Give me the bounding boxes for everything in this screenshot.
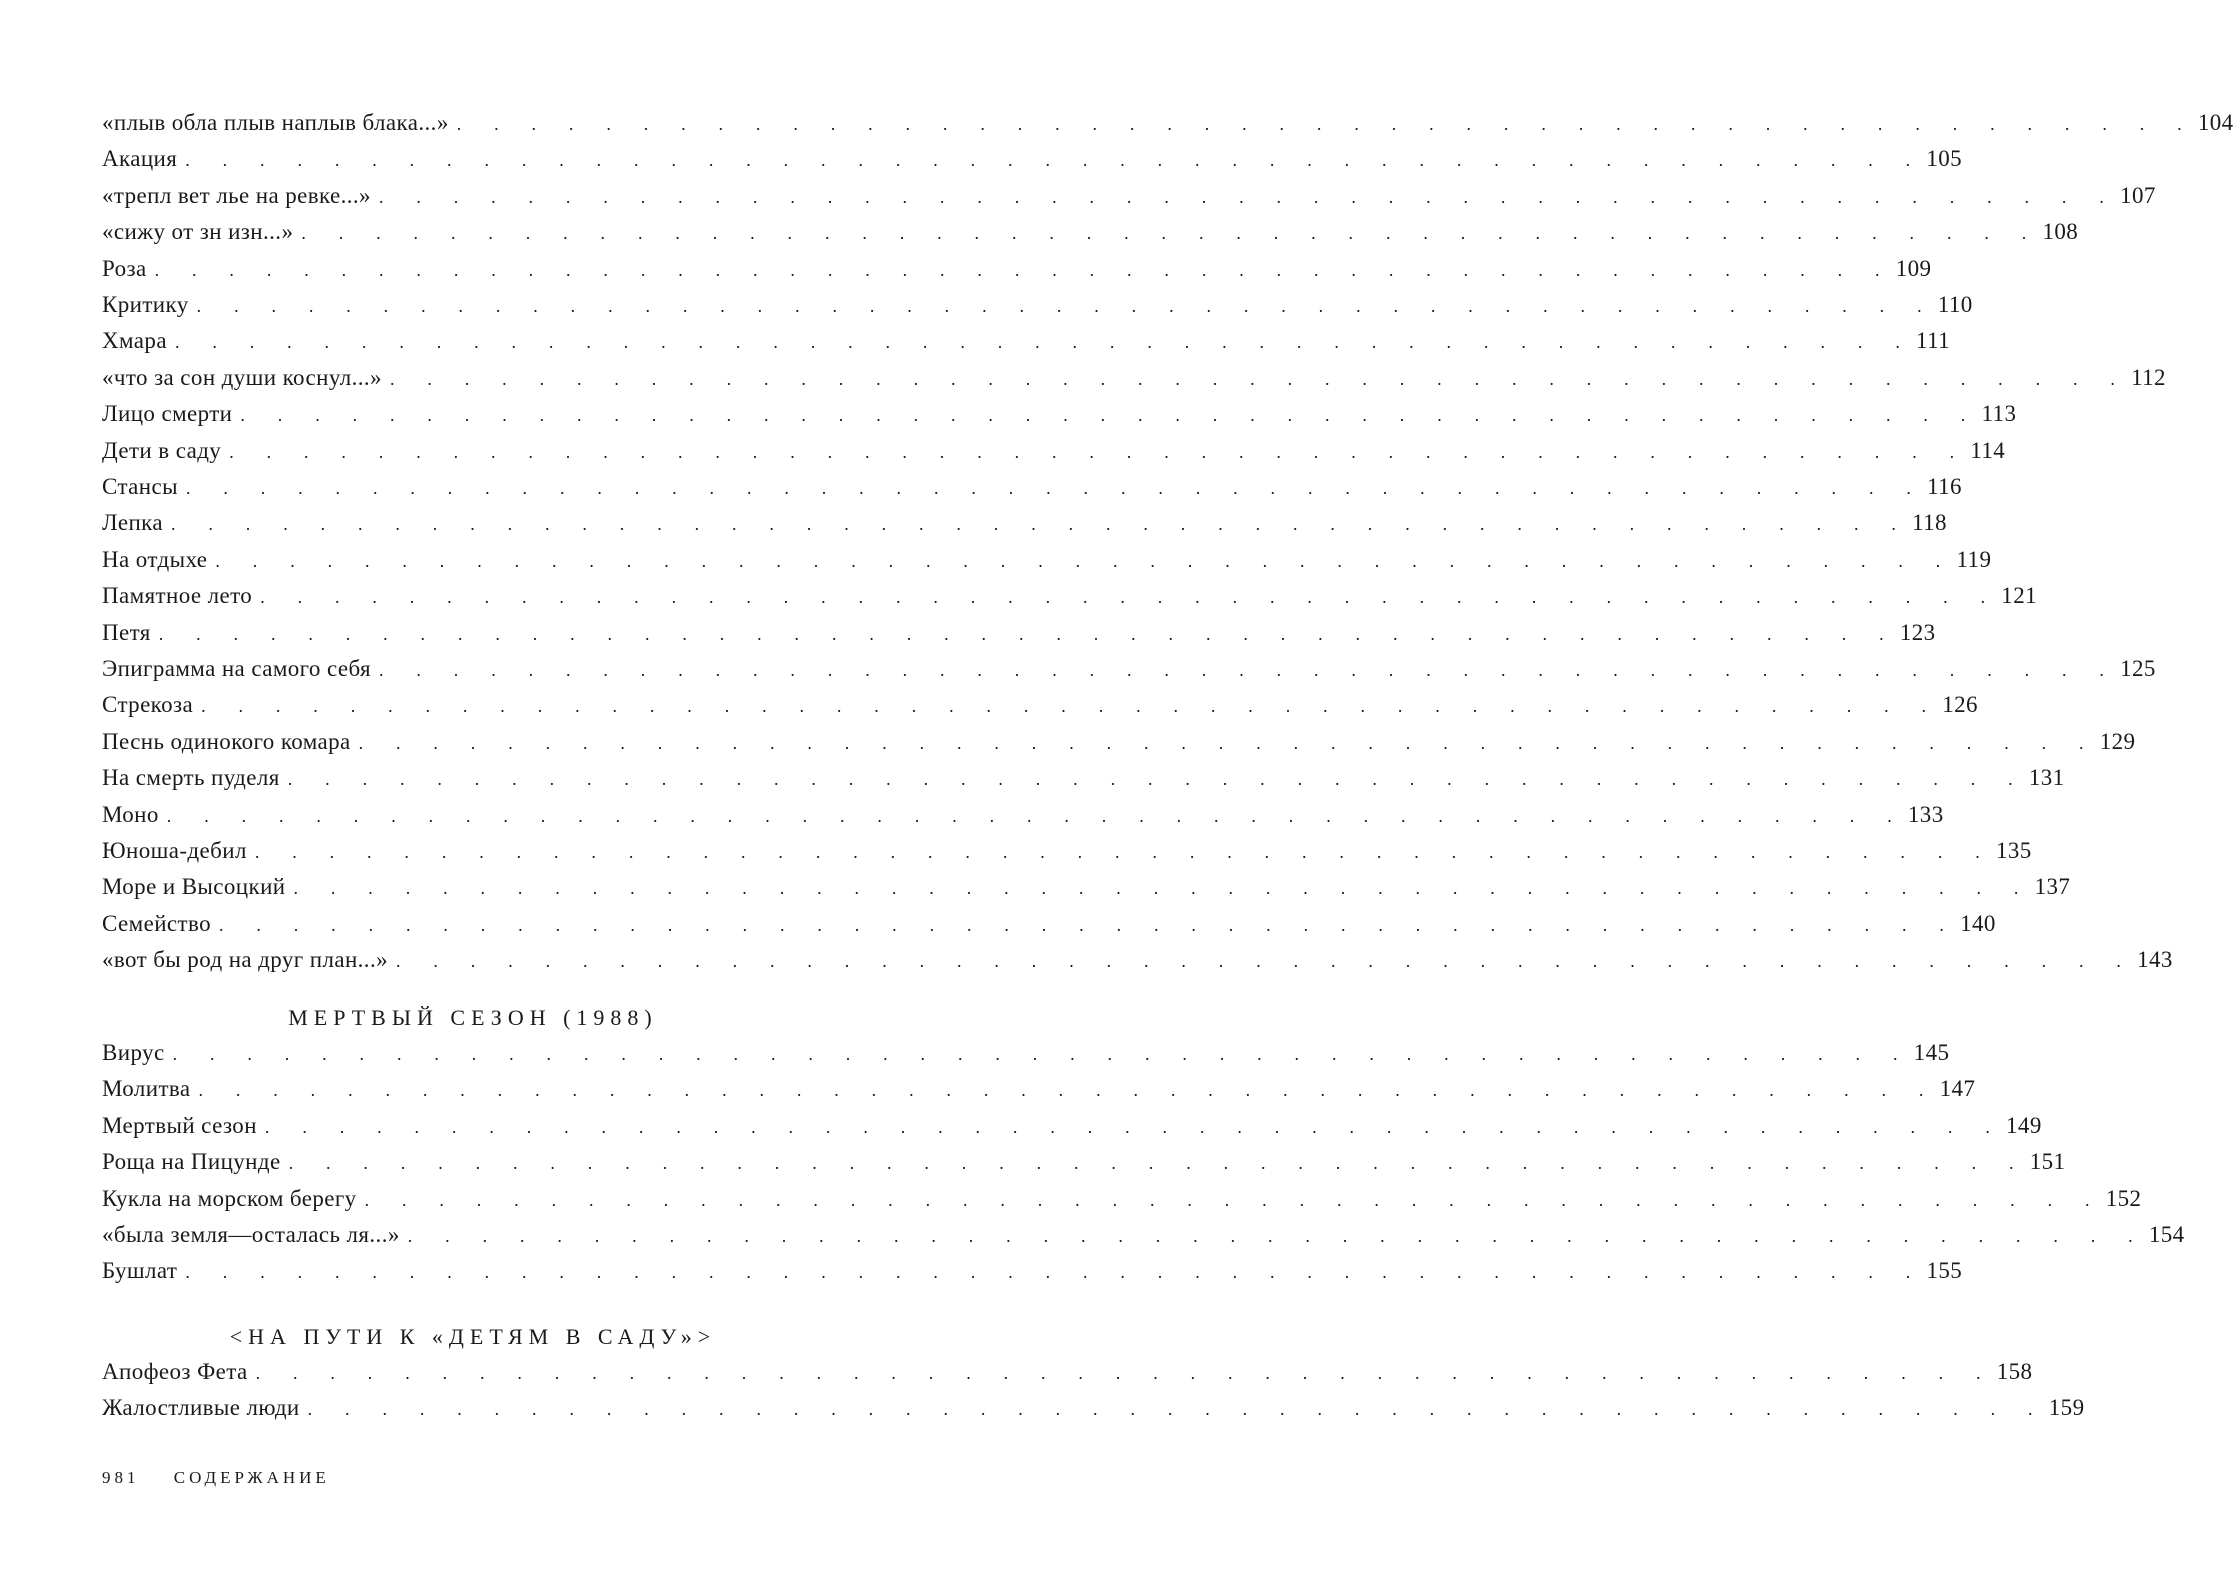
toc-entry-title: Море и Высоцкий <box>102 870 290 904</box>
toc-entry <box>102 543 1992 577</box>
toc-entry <box>102 1391 2085 1425</box>
toc-entry-title: Апофеоз Фета <box>102 1355 252 1389</box>
toc-entry <box>102 1218 2185 1252</box>
toc-entry-page: 111 <box>1916 328 1951 354</box>
toc-entry-title: Песнь одинокого комара <box>102 725 355 759</box>
dot-leader: . . . . . . . . . . . . . . . . . . . . . . . . . . . . . . . . . . . . . . . . . . . . . . . <box>201 696 1941 717</box>
toc-entry <box>102 215 2079 249</box>
dot-leader: . . . . . . . . . . . . . . . . . . . . . . . . . . . . . . . . . . . . . . . . . . . . . . . <box>171 514 1911 535</box>
toc-entry <box>102 506 1947 540</box>
toc-entry-page: 105 <box>1926 146 1963 172</box>
dot-leader: . . . . . . . . . . . . . . . . . . . . . . . . . . . . . . . . . . . . . . . . . . . . . . . <box>364 1189 2104 1210</box>
toc-entry-page: 159 <box>2048 1395 2085 1421</box>
toc-entry-page: 137 <box>2034 874 2071 900</box>
dot-leader: . . . . . . . . . . . . . . . . . . . . . . . . . . . . . . . . . . . . . . . . . . . . . . . <box>378 186 2119 207</box>
toc-entry-page: 104 <box>2197 110 2234 135</box>
toc-entry <box>102 1355 2033 1389</box>
toc-entry-page: 113 <box>1981 401 2017 427</box>
dot-leader: . . . . . . . . . . . . . . . . . . . . . . . . . . . . . . . . . . . . . . . . . . . . . . . <box>196 296 1936 316</box>
dot-leader: . . . . . . . . . . . . . . . . . . . . . . . . . . . . . . . . . . . . . . . . . . . . . . . <box>456 114 2196 134</box>
section-heading-dead-season: МЕРТВЫЙ СЕЗОН (1988) <box>288 1005 658 1030</box>
toc-entry <box>102 652 2156 686</box>
toc-entry-page: 135 <box>1995 838 2032 863</box>
toc-entry-page: 152 <box>2105 1185 2142 1211</box>
toc-entry-title: «плыв обла плыв наплыв блака...» <box>102 106 453 140</box>
toc-entry-title: Моно <box>102 798 163 832</box>
dot-leader: . . . . . . . . . . . . . . . . . . . . . . . . . . . . . . . . . . . . . . . . . . . . . . . <box>379 660 2119 680</box>
page-number: 981 <box>102 1468 140 1487</box>
toc-entry <box>102 1145 2066 1179</box>
toc-entry <box>102 870 2071 904</box>
dot-leader: . . . . . . . . . . . . . . . . . . . . . . . . . . . . . . . . . . . . . . . . . . . . . . . <box>154 259 1894 280</box>
toc-entry <box>102 1072 1976 1106</box>
toc-entry <box>102 397 2017 431</box>
toc-entry-title: Лицо смерти <box>102 397 236 431</box>
dot-leader: . . . . . . . . . . . . . . . . . . . . . . . . . . . . . . . . . . . . . . . . . . . . . . . <box>215 550 1955 571</box>
toc-entry-page: 129 <box>2099 728 2136 754</box>
toc-entry-title: Лепка <box>102 506 167 540</box>
toc-entry-page: 154 <box>2148 1222 2185 1247</box>
dot-leader: . . . . . . . . . . . . . . . . . . . . . . . . . . . . . . . . . . . . . . . . . . . . . . . <box>307 1399 2047 1420</box>
toc-entry <box>102 616 1936 650</box>
toc-entry-title: Юноша-дебил <box>102 834 251 868</box>
dot-leader: . . . . . . . . . . . . . . . . . . . . . . . . . . . . . . . . . . . . . . . . . . . . . . . <box>158 623 1898 644</box>
toc-entry-title: Эпиграмма на самого себя <box>102 652 375 686</box>
dot-leader: . . . . . . . . . . . . . . . . . . . . . . . . . . . . . . . . . . . . . . . . . . . . . . . <box>198 1080 1938 1101</box>
toc-entry-title: Роза <box>102 252 151 286</box>
toc-entry-page: 114 <box>1970 437 2006 463</box>
toc-entry <box>102 579 2037 613</box>
toc-entry-title: «сижу от зн изн...» <box>102 215 297 249</box>
toc-entry-title: Мертвый сезон <box>102 1109 261 1143</box>
dot-leader: . . . . . . . . . . . . . . . . . . . . . . . . . . . . . . . . . . . . . . . . . . . . . . . <box>185 1262 1925 1283</box>
toc-entry-page: 125 <box>2120 656 2156 681</box>
dot-leader: . . . . . . . . . . . . . . . . . . . . . . . . . . . . . . . . . . . . . . . . . . . . . . . <box>287 769 2027 790</box>
toc-entry-title: «трепл вет лье на ревке...» <box>102 179 375 213</box>
toc-entry-page: 108 <box>2042 219 2079 245</box>
toc-entry-page: 119 <box>1956 546 1992 572</box>
toc-entry-title: «была земля—осталась ля...» <box>102 1218 404 1252</box>
dot-leader: . . . . . . . . . . . . . . . . . . . . . . . . . . . . . . . . . . . . . . . . . . . . . . . <box>240 405 1980 426</box>
dot-leader: . . . . . . . . . . . . . . . . . . . . . . . . . . . . . . . . . . . . . . . . . . . . . . . <box>174 332 1915 353</box>
dot-leader: . . . . . . . . . . . . . . . . . . . . . . . . . . . . . . . . . . . . . . . . . . . . . . . <box>254 842 1994 862</box>
toc-entry-title: Дети в саду <box>102 434 225 468</box>
dot-leader: . . . . . . . . . . . . . . . . . . . . . . . . . . . . . . . . . . . . . . . . . . . . . . . <box>293 878 2033 899</box>
page-footer <box>102 1466 330 1490</box>
toc-entry <box>102 834 2032 868</box>
toc-entry-title: Критику <box>102 288 193 322</box>
toc-entry-page: 121 <box>2001 583 2037 609</box>
toc-entry-page: 109 <box>1895 255 1932 281</box>
toc-entry <box>102 907 1996 941</box>
dot-leader: . . . . . . . . . . . . . . . . . . . . . . . . . . . . . . . . . . . . . . . . . . . . . . . <box>264 1116 2005 1137</box>
toc-entry <box>102 179 2156 213</box>
toc-entry-title: Вирус <box>102 1036 169 1070</box>
running-title: СОДЕРЖАНИЕ <box>173 1468 330 1487</box>
toc-entry <box>102 1036 1950 1070</box>
toc-entry <box>102 943 2173 977</box>
dot-leader: . . . . . . . . . . . . . . . . . . . . . . . . . . . . . . . . . . . . . . . . . . . . . . . <box>255 1363 1995 1383</box>
toc-entry-title: Стрекоза <box>102 688 197 722</box>
dot-leader: . . . . . . . . . . . . . . . . . . . . . . . . . . . . . . . . . . . . . . . . . . . . . . . <box>260 587 2000 608</box>
toc-entry-title: Акация <box>102 142 181 176</box>
toc-entry-title: «что за сон души коснул...» <box>102 361 386 395</box>
dot-leader: . . . . . . . . . . . . . . . . . . . . . . . . . . . . . . . . . . . . . . . . . . . . . . . <box>389 368 2130 389</box>
toc-entry-page: 133 <box>1907 801 1944 827</box>
dot-leader: . . . . . . . . . . . . . . . . . . . . . . . . . . . . . . . . . . . . . . . . . . . . . . . <box>229 441 1969 462</box>
toc-entry-page: 145 <box>1913 1040 1950 1065</box>
toc-entry-title: Молитва <box>102 1072 194 1106</box>
toc-entry-page: 107 <box>2120 182 2156 208</box>
toc-entry <box>102 142 1963 176</box>
toc-entry-title: Памятное лето <box>102 579 256 613</box>
toc-entry-page: 147 <box>1939 1076 1976 1102</box>
toc-entry <box>102 725 2136 759</box>
toc-entry-page: 149 <box>2006 1112 2042 1138</box>
toc-entry-title: Хмара <box>102 324 171 358</box>
toc-entry-title: Петя <box>102 616 155 650</box>
toc-entry-page: 123 <box>1899 619 1936 645</box>
toc-entry <box>102 252 1932 286</box>
dot-leader: . . . . . . . . . . . . . . . . . . . . . . . . . . . . . . . . . . . . . . . . . . . . . . . <box>288 1153 2028 1174</box>
dot-leader: . . . . . . . . . . . . . . . . . . . . . . . . . . . . . . . . . . . . . . . . . . . . . . . <box>166 805 1906 826</box>
toc-entry <box>102 798 1944 832</box>
toc-entry <box>102 361 2166 395</box>
toc-entry <box>102 106 2234 140</box>
toc-entry <box>102 470 1962 504</box>
toc-entry <box>102 1182 2142 1216</box>
dot-leader: . . . . . . . . . . . . . . . . . . . . . . . . . . . . . . . . . . . . . . . . . . . . . . . <box>185 478 1926 498</box>
toc-entry-page: 116 <box>1927 474 1962 499</box>
dot-leader: . . . . . . . . . . . . . . . . . . . . . . . . . . . . . . . . . . . . . . . . . . . . . . . <box>172 1044 1912 1064</box>
toc-entry-page: 151 <box>2029 1149 2066 1175</box>
toc-entry <box>102 288 1973 322</box>
toc-entry-page: 118 <box>1912 510 1947 536</box>
toc-entry-title: Кукла на морском берегу <box>102 1182 361 1216</box>
toc-entry-page: 140 <box>1960 910 1996 936</box>
toc-entry-page: 112 <box>2131 364 2166 390</box>
toc-entry-title: На отдыхе <box>102 543 211 577</box>
toc-entry-page: 143 <box>2137 947 2173 973</box>
toc-entry-title: Бушлат <box>102 1254 181 1288</box>
dot-leader: . . . . . . . . . . . . . . . . . . . . . . . . . . . . . . . . . . . . . . . . . . . . . . . <box>358 732 2098 753</box>
toc-entry <box>102 688 1978 722</box>
toc-entry <box>102 324 1951 358</box>
toc-entry <box>102 761 2065 795</box>
dot-leader: . . . . . . . . . . . . . . . . . . . . . . . . . . . . . . . . . . . . . . . . . . . . . . . <box>185 150 1925 171</box>
dot-leader: . . . . . . . . . . . . . . . . . . . . . . . . . . . . . . . . . . . . . . . . . . . . . . . <box>396 951 2136 972</box>
toc-entry-title: На смерть пуделя <box>102 761 284 795</box>
toc-entry-page: 131 <box>2028 765 2065 791</box>
section-heading-on-the-way: <НА ПУТИ К «ДЕТЯМ В САДУ»> <box>229 1324 717 1349</box>
dot-leader: . . . . . . . . . . . . . . . . . . . . . . . . . . . . . . . . . . . . . . . . . . . . . . . <box>407 1226 2147 1246</box>
toc-entry-page: 155 <box>1926 1258 1963 1284</box>
toc-entry-title: Роща на Пицунде <box>102 1145 285 1179</box>
toc-entry-title: Жалостливые люди <box>102 1391 304 1425</box>
toc-entry-title: Семейство <box>102 907 215 941</box>
toc-entry-title: «вот бы род на друг план...» <box>102 943 392 977</box>
toc-entry-title: Стансы <box>102 470 182 504</box>
dot-leader: . . . . . . . . . . . . . . . . . . . . . . . . . . . . . . . . . . . . . . . . . . . . . . . <box>301 223 2041 244</box>
dot-leader: . . . . . . . . . . . . . . . . . . . . . . . . . . . . . . . . . . . . . . . . . . . . . . . <box>218 914 1959 935</box>
toc-entry-page: 158 <box>1996 1359 2033 1384</box>
toc-entry <box>102 1109 2042 1143</box>
toc-entry-page: 126 <box>1942 692 1978 718</box>
toc-entry-page: 110 <box>1937 292 1973 317</box>
toc-entry <box>102 434 2006 468</box>
toc-entry <box>102 1254 1963 1288</box>
